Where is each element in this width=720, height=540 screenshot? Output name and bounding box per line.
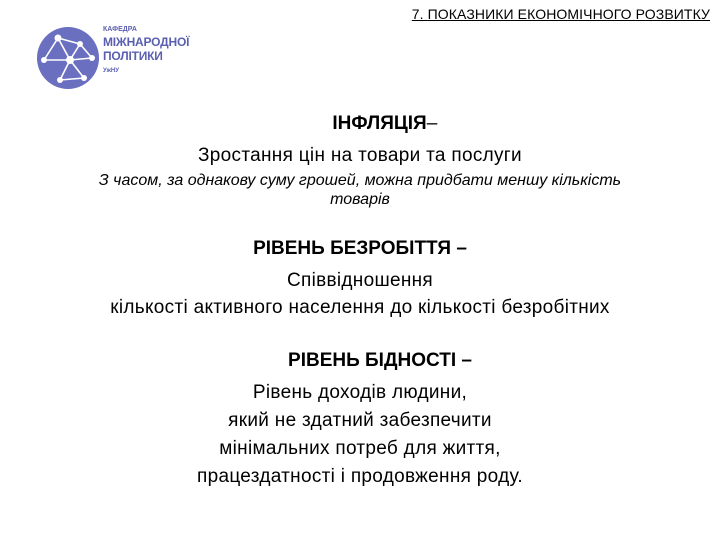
logo-line-department: КАФЕДРА: [103, 26, 137, 33]
slide-header-title: 7. ПОКАЗНИКИ ЕКОНОМІЧНОГО РОЗВИТКУ: [411, 6, 710, 22]
logo-line-international: МІЖНАРОДНОЇ: [103, 35, 190, 49]
logo-text: [103, 26, 189, 74]
poverty-line2: який не здатний забезпечити: [228, 410, 492, 431]
globe-network-icon: [36, 22, 102, 92]
poverty-line3: мінімальних потреб для життя,: [219, 438, 501, 459]
inflation-note-line1: З часом, за однакову суму грошей, можна придбати меншу кількість: [98, 172, 622, 189]
inflation-note-line2: товарів: [330, 191, 390, 208]
department-logo: [36, 22, 190, 92]
logo-line-university: УжНУ: [103, 68, 119, 74]
unemployment-line2: кількості активного населення до кількості безробітних: [110, 297, 610, 318]
inflation-dash: –: [426, 113, 438, 134]
poverty-line1: Рівень доходів людини,: [252, 382, 468, 403]
inflation-description: Зростання цін на товари та послуги: [198, 145, 522, 166]
poverty-heading: РІВЕНЬ БІДНОСТІ –: [288, 350, 472, 371]
inflation-title: ІНФЛЯЦІЯ: [332, 113, 427, 134]
unemployment-line1: Співвідношення: [286, 270, 434, 291]
inflation-heading: [0, 113, 720, 135]
unemployment-heading: РІВЕНЬ БЕЗРОБІТТЯ –: [253, 238, 467, 259]
logo-line-politics: ПОЛІТИКИ: [103, 49, 163, 63]
poverty-line4: працездатності і продовження роду.: [197, 466, 523, 487]
